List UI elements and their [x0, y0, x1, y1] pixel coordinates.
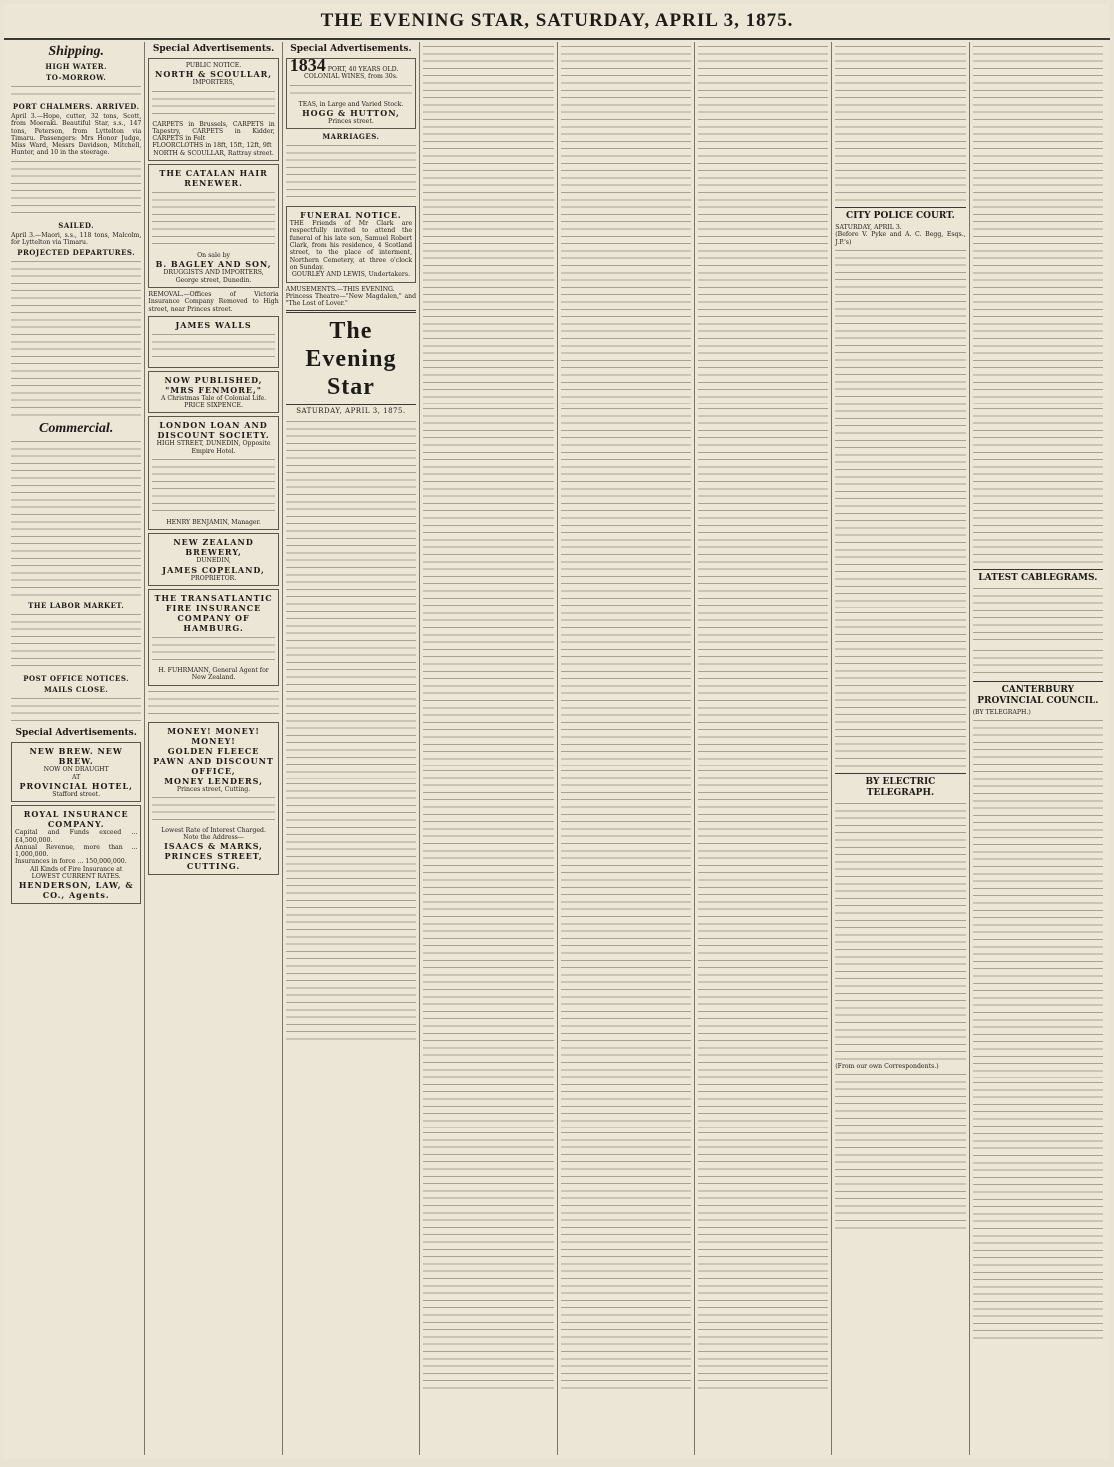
- port-heading: PORT, 40 YEARS OLD.: [327, 66, 399, 73]
- brewery-title: NEW ZEALAND BREWERY,: [173, 537, 254, 558]
- columns: [8, 42, 1106, 1455]
- hogg-hutton-ad: [286, 55, 416, 129]
- christmas-tale: A Christmas Tale of Colonial Life.: [160, 394, 267, 402]
- now-published: NOW PUBLISHED,: [164, 374, 263, 385]
- transatlantic-title: THE TRANSATLANTIC FIRE INSURANCE COMPANY OF HAMBURG.: [154, 592, 273, 633]
- catalan-ad: [148, 164, 278, 288]
- golden-body: [152, 795, 274, 825]
- north-title: NORTH & SCOULLAR,: [155, 69, 273, 80]
- cablegrams-heading: LATEST CABLEGRAMS.: [978, 573, 1098, 583]
- tide-table: [11, 84, 141, 100]
- money-lenders: MONEY LENDERS,: [164, 775, 263, 786]
- police-date: SATURDAY, APRIL 3.: [835, 224, 902, 231]
- col5-body-1: [561, 44, 691, 404]
- police-before: (Before V. Pyke and A. C. Begg, Esqs., J.P.'s): [835, 231, 966, 246]
- marriages-heading: MARRIAGES.: [322, 132, 380, 142]
- funeral-title: FUNERAL NOTICE.: [300, 210, 402, 221]
- at-text: AT: [72, 773, 81, 781]
- police-body: [835, 248, 965, 608]
- labor-body: [11, 612, 141, 672]
- money-title: MONEY! MONEY! MONEY!: [167, 725, 260, 746]
- year-1834: 1834: [289, 55, 326, 75]
- fenmore-ad: [148, 371, 278, 414]
- golden-fleece-title: GOLDEN FLEECE PAWN AND DISCOUNT OFFICE,: [153, 745, 274, 776]
- col4-body-2: [423, 406, 553, 766]
- cablegrams-body: [973, 586, 1103, 646]
- carpets-list: CARPETS in Brussels, CARPETS in Tapestry, CARPETS in Kidder, CARPETS in Felt: [152, 120, 275, 143]
- tomorrow-label: TO-MORROW.: [46, 73, 107, 82]
- transatlantic-body: [152, 635, 274, 665]
- column-3: [283, 42, 420, 1455]
- page-header: [4, 4, 1110, 40]
- colonial-wines: COLONIAL WINES, from 30s.: [303, 73, 398, 81]
- note-address: Note the Address—: [183, 834, 245, 842]
- col8-body-2: [973, 406, 1103, 566]
- loan-title: LONDON LOAN AND DISCOUNT SOCIETY.: [157, 420, 270, 441]
- marriages-body: [286, 143, 416, 203]
- hogg-name: HOGG & HUTTON,: [302, 107, 400, 118]
- loan-body: [152, 457, 274, 517]
- fuhrmann-signature: H. FUHRMANN, General Agent for New Zealand.: [158, 666, 269, 682]
- wallis-body: [152, 332, 274, 362]
- capital-line: Capital and Funds exceed ... £4,500,000.: [15, 829, 138, 844]
- catalan-body: [152, 190, 274, 250]
- commercial-body: [11, 439, 141, 599]
- projected-heading: PROJECTED DEPARTURES.: [17, 248, 136, 258]
- canterbury-heading: CANTERBURY PROVINCIAL COUNCIL.: [977, 685, 1099, 706]
- on-draught-text: NOW ON DRAUGHT: [43, 766, 109, 774]
- undertakers: GOURLEY AND LEWIS, Undertakers.: [291, 271, 411, 279]
- section-rule: [835, 207, 965, 208]
- telegraph-body: [835, 801, 965, 1061]
- col5-body-3: [561, 768, 691, 1128]
- removal-notice: REMOVAL.—Offices of Victoria Insurance Company Removed to High street, near Princes street.: [148, 290, 279, 313]
- arrived-text: April 3.—Hope, cutter, 32 tons, Scott, from Moeraki. Beautiful Star, s.s., 147 tons, Peterson, from Lyttelton via Timaru. Passengers: Mrs Honor Judge, Miss Ward, Messrs Davidson, Mitchell, Hunter, and 10 in the steerage.: [11, 113, 142, 157]
- col4-body-1: [423, 44, 553, 404]
- transatlantic-ad: [148, 589, 278, 686]
- by-telegraph: (BY TELEGRAPH.): [972, 709, 1031, 716]
- special-ads-heading-3: Special Advertisements.: [290, 44, 412, 54]
- price-label: PRICE SIXPENCE.: [184, 402, 243, 410]
- section-rule-2: [835, 773, 965, 774]
- council-body-2: [973, 1080, 1103, 1340]
- shipping-body: [11, 259, 141, 419]
- wallis-title: JAMES WALLS: [175, 319, 252, 330]
- col8-body-1: [973, 44, 1103, 404]
- col6-body-1: [698, 44, 828, 404]
- north-scoullar-ad: [148, 58, 278, 161]
- port-line: [289, 55, 412, 75]
- isaacs-marks: ISAACS & MARKS, PRINCES STREET, CUTTING.: [164, 841, 263, 872]
- teas-line: TEAS, in Large and Varied Stock.: [298, 100, 404, 108]
- col4-body-4: [423, 1130, 553, 1390]
- telegraph-heading: BY ELECTRIC TELEGRAPH.: [865, 776, 936, 798]
- sailed-text: April 3.—Maori, s.s., 118 tons, Malcolm, for Lyttelton via Timaru.: [11, 231, 142, 247]
- golden-address: Princes street, Cutting.: [176, 785, 251, 793]
- fenmore-title: "MRS FENMORE,": [165, 384, 262, 395]
- labor-heading: THE LABOR MARKET.: [28, 601, 125, 611]
- loan-society-ad: [148, 416, 278, 530]
- council-body: [973, 718, 1103, 1078]
- col6-body-3: [698, 768, 828, 1128]
- police-body-2: [835, 610, 965, 770]
- column-5: [558, 42, 695, 1455]
- col6-body-2: [698, 406, 828, 766]
- hogg-address: Princes street.: [328, 117, 374, 125]
- royal-title: ROYAL INSURANCE COMPANY.: [23, 809, 129, 830]
- mails-body: [11, 696, 141, 726]
- arrived-heading: PORT CHALMERS. ARRIVED.: [12, 102, 140, 111]
- funeral-text: THE Friends of Mr Clark are respectfully invited to attend the funeral of his late son, Samuel Robert Clark, from his residence, 4 Scotland street, to the place of interment, Northern Cemetery, at three o'clock on Sunday.: [289, 220, 413, 271]
- hotel-name: PROVINCIAL HOTEL,: [19, 780, 133, 791]
- high-water-heading: HIGH WATER.: [45, 62, 108, 71]
- new-brew-title: NEW BREW. NEW BREW.: [29, 746, 123, 767]
- benjamin-signature: HENRY BENJAMIN, Manager.: [166, 519, 261, 527]
- col6-body-4: [698, 1130, 828, 1390]
- lowest-rate: Lowest Rate of Interest Charged.: [161, 826, 266, 834]
- column-8: [970, 42, 1106, 1455]
- cablegrams-body-2: [973, 648, 1103, 678]
- amusements-heading: AMUSEMENTS.—THIS EVENING.: [285, 285, 395, 293]
- royal-insurance-ad: [11, 805, 141, 904]
- police-court-heading: CITY POLICE COURT.: [846, 211, 955, 221]
- north-footer: NORTH & SCOULLAR, Rattray street.: [153, 149, 274, 157]
- fire-line: All Kinds of Fire Insurance at LOWEST CURRENT RATES.: [29, 865, 123, 881]
- col5-body-2: [561, 406, 691, 766]
- new-brew-ad: [11, 742, 141, 802]
- princess-theatre: Princess Theatre—"New Magdalen," and "The Lost of Lover.": [285, 292, 417, 308]
- golden-fleece-ad: [148, 722, 278, 876]
- telegraph-body-2: [835, 1072, 965, 1232]
- copeland-name: JAMES COPELAND,: [162, 564, 265, 575]
- wallis-ad: [148, 316, 278, 368]
- special-ads-heading: Special Advertisements.: [15, 728, 137, 739]
- importers-label: IMPORTERS,: [192, 79, 235, 87]
- editorial-date: SATURDAY, APRIL 3, 1875.: [296, 407, 406, 416]
- druggists-label: DRUGGISTS AND IMPORTERS, George street, Dunedin.: [163, 269, 264, 284]
- brewery-city: DUNEDIN,: [196, 557, 231, 565]
- newspaper-page: [4, 4, 1110, 1459]
- insurances-line: Insurances in force ... 150,000,000.: [15, 858, 127, 866]
- floorcloths-list: FLOORCLOTHS in 18ft, 15ft, 12ft, 9ft: [152, 142, 272, 150]
- loan-address: HIGH STREET, DUNEDIN, Opposite Empire Hotel.: [156, 440, 271, 455]
- mails-close-heading: MAILS CLOSE.: [44, 685, 109, 695]
- income-line: Annual Revenue, more than ... 1,000,000.: [15, 843, 138, 859]
- brewery-ad: [148, 533, 278, 586]
- council-rule: [973, 681, 1103, 682]
- agents-line: HENDERSON, LAW, & CO., Agents.: [18, 880, 134, 901]
- evening-star-masthead: The Evening Star: [305, 318, 397, 401]
- bagley-name: B. BAGLEY AND SON,: [155, 259, 272, 270]
- funeral-ad: [286, 206, 416, 282]
- hogg-body: [290, 83, 412, 99]
- column-1: [8, 42, 145, 1455]
- masthead-rule-top: [286, 310, 416, 313]
- col4-body-3: [423, 768, 553, 1128]
- special-ads-heading-2: Special Advertisements.: [152, 44, 275, 54]
- north-body: [152, 89, 274, 119]
- column-2: [145, 42, 282, 1455]
- shipping-heading: Shipping.: [48, 44, 104, 59]
- col5-body-4: [561, 1130, 691, 1390]
- column-6: [695, 42, 832, 1455]
- own-correspondents: (From our own Correspondents.): [835, 1062, 939, 1070]
- notice-body: [148, 689, 278, 719]
- editorial-body-2: [286, 781, 416, 1041]
- catalan-title: THE CATALAN HAIR RENEWER.: [159, 168, 268, 189]
- cable-rule: [973, 569, 1103, 570]
- sailed-heading: SAILED.: [58, 220, 95, 230]
- col7-body-1: [835, 44, 965, 204]
- page-title: THE EVENING STAR, SATURDAY, APRIL 3, 1875.: [320, 10, 794, 31]
- editorial-body: [286, 419, 416, 779]
- arrived-body: [11, 159, 141, 219]
- on-sale-label: On sale by: [197, 252, 231, 260]
- commercial-heading: Commercial.: [39, 421, 114, 437]
- column-4: [420, 42, 557, 1455]
- post-office-heading: POST OFFICE NOTICES.: [23, 674, 130, 684]
- column-7: [832, 42, 969, 1455]
- public-notice: PUBLIC NOTICE.: [185, 62, 242, 69]
- stafford-text: Stafford street.: [52, 790, 101, 798]
- masthead-rule: [286, 404, 416, 405]
- proprietor-label: PROPRIETOR.: [190, 574, 237, 582]
